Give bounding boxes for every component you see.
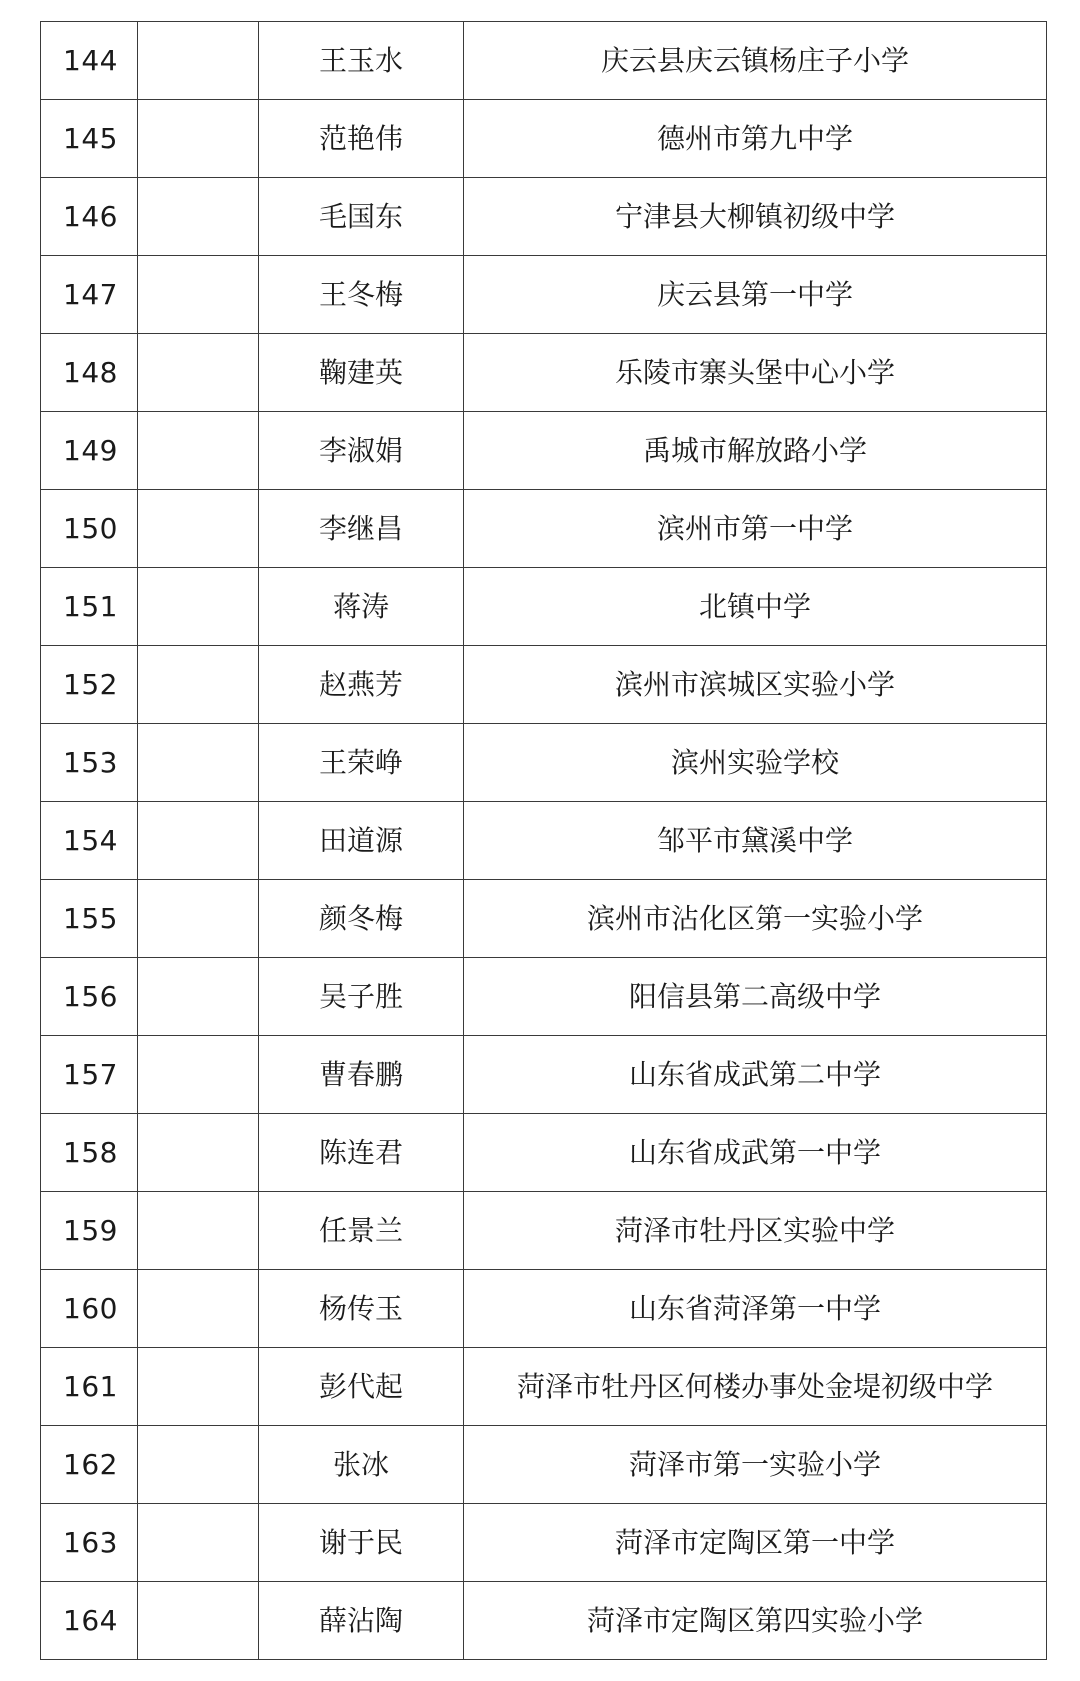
- empty-cell: [138, 1036, 259, 1114]
- school-cell: 滨州市沾化区第一实验小学: [464, 880, 1047, 958]
- row-number-cell: 148: [41, 334, 138, 412]
- school-cell: 菏泽市定陶区第一中学: [464, 1504, 1047, 1582]
- row-number-cell: 164: [41, 1582, 138, 1660]
- table-row: [41, 1504, 1047, 1582]
- school-cell: 菏泽市牡丹区何楼办事处金堤初级中学: [464, 1348, 1047, 1426]
- row-number-cell: 149: [41, 412, 138, 490]
- row-number-cell: 159: [41, 1192, 138, 1270]
- table-row: [41, 724, 1047, 802]
- person-name-cell: 王荣峥: [259, 724, 464, 802]
- school-cell: 邹平市黛溪中学: [464, 802, 1047, 880]
- row-number-cell: 145: [41, 100, 138, 178]
- empty-cell: [138, 1114, 259, 1192]
- school-cell: 菏泽市第一实验小学: [464, 1426, 1047, 1504]
- empty-cell: [138, 1582, 259, 1660]
- empty-cell: [138, 1348, 259, 1426]
- row-number-cell: 153: [41, 724, 138, 802]
- person-name-cell: 蒋涛: [259, 568, 464, 646]
- person-name-cell: 彭代起: [259, 1348, 464, 1426]
- empty-cell: [138, 1192, 259, 1270]
- empty-cell: [138, 958, 259, 1036]
- row-number-cell: 163: [41, 1504, 138, 1582]
- empty-cell: [138, 100, 259, 178]
- roster-table: [40, 21, 1047, 1660]
- person-name-cell: 李淑娟: [259, 412, 464, 490]
- row-number-cell: 147: [41, 256, 138, 334]
- person-name-cell: 范艳伟: [259, 100, 464, 178]
- empty-cell: [138, 490, 259, 568]
- school-cell: 北镇中学: [464, 568, 1047, 646]
- school-cell: 庆云县庆云镇杨庄子小学: [464, 22, 1047, 100]
- person-name-cell: 王冬梅: [259, 256, 464, 334]
- table-row: [41, 1270, 1047, 1348]
- table-row: [41, 1348, 1047, 1426]
- table-row: [41, 1114, 1047, 1192]
- person-name-cell: 王玉水: [259, 22, 464, 100]
- table-row: [41, 1426, 1047, 1504]
- table-row: [41, 568, 1047, 646]
- school-cell: 滨州实验学校: [464, 724, 1047, 802]
- row-number-cell: 157: [41, 1036, 138, 1114]
- row-number-cell: 162: [41, 1426, 138, 1504]
- table-row: [41, 334, 1047, 412]
- table-row: [41, 1192, 1047, 1270]
- table-row: [41, 178, 1047, 256]
- empty-cell: [138, 412, 259, 490]
- empty-cell: [138, 178, 259, 256]
- table-row: [41, 802, 1047, 880]
- person-name-cell: 赵燕芳: [259, 646, 464, 724]
- empty-cell: [138, 568, 259, 646]
- row-number-cell: 151: [41, 568, 138, 646]
- empty-cell: [138, 22, 259, 100]
- person-name-cell: 吴子胜: [259, 958, 464, 1036]
- empty-cell: [138, 724, 259, 802]
- school-cell: 滨州市滨城区实验小学: [464, 646, 1047, 724]
- school-cell: 菏泽市牡丹区实验中学: [464, 1192, 1047, 1270]
- row-number-cell: 155: [41, 880, 138, 958]
- table-row: [41, 1036, 1047, 1114]
- table-row: [41, 256, 1047, 334]
- school-cell: 阳信县第二高级中学: [464, 958, 1047, 1036]
- empty-cell: [138, 646, 259, 724]
- empty-cell: [138, 1426, 259, 1504]
- school-cell: 宁津县大柳镇初级中学: [464, 178, 1047, 256]
- row-number-cell: 146: [41, 178, 138, 256]
- person-name-cell: 薛沾陶: [259, 1582, 464, 1660]
- person-name-cell: 曹春鹏: [259, 1036, 464, 1114]
- school-cell: 德州市第九中学: [464, 100, 1047, 178]
- row-number-cell: 154: [41, 802, 138, 880]
- table-row: [41, 100, 1047, 178]
- person-name-cell: 谢于民: [259, 1504, 464, 1582]
- person-name-cell: 陈连君: [259, 1114, 464, 1192]
- table-row: [41, 1582, 1047, 1660]
- row-number-cell: 150: [41, 490, 138, 568]
- empty-cell: [138, 880, 259, 958]
- empty-cell: [138, 334, 259, 412]
- empty-cell: [138, 802, 259, 880]
- table-row: [41, 490, 1047, 568]
- row-number-cell: 161: [41, 1348, 138, 1426]
- school-cell: 菏泽市定陶区第四实验小学: [464, 1582, 1047, 1660]
- person-name-cell: 杨传玉: [259, 1270, 464, 1348]
- table-row: [41, 22, 1047, 100]
- empty-cell: [138, 1270, 259, 1348]
- school-cell: 禹城市解放路小学: [464, 412, 1047, 490]
- person-name-cell: 田道源: [259, 802, 464, 880]
- empty-cell: [138, 1504, 259, 1582]
- table-row: [41, 646, 1047, 724]
- empty-cell: [138, 256, 259, 334]
- school-cell: 山东省菏泽第一中学: [464, 1270, 1047, 1348]
- school-cell: 山东省成武第一中学: [464, 1114, 1047, 1192]
- table-row: [41, 880, 1047, 958]
- person-name-cell: 鞠建英: [259, 334, 464, 412]
- roster-table-body: [41, 22, 1047, 1660]
- row-number-cell: 160: [41, 1270, 138, 1348]
- row-number-cell: 158: [41, 1114, 138, 1192]
- school-cell: 山东省成武第二中学: [464, 1036, 1047, 1114]
- person-name-cell: 颜冬梅: [259, 880, 464, 958]
- person-name-cell: 任景兰: [259, 1192, 464, 1270]
- person-name-cell: 李继昌: [259, 490, 464, 568]
- school-cell: 庆云县第一中学: [464, 256, 1047, 334]
- table-row: [41, 958, 1047, 1036]
- row-number-cell: 152: [41, 646, 138, 724]
- school-cell: 滨州市第一中学: [464, 490, 1047, 568]
- person-name-cell: 毛国东: [259, 178, 464, 256]
- table-row: [41, 412, 1047, 490]
- row-number-cell: 144: [41, 22, 138, 100]
- person-name-cell: 张冰: [259, 1426, 464, 1504]
- school-cell: 乐陵市寨头堡中心小学: [464, 334, 1047, 412]
- row-number-cell: 156: [41, 958, 138, 1036]
